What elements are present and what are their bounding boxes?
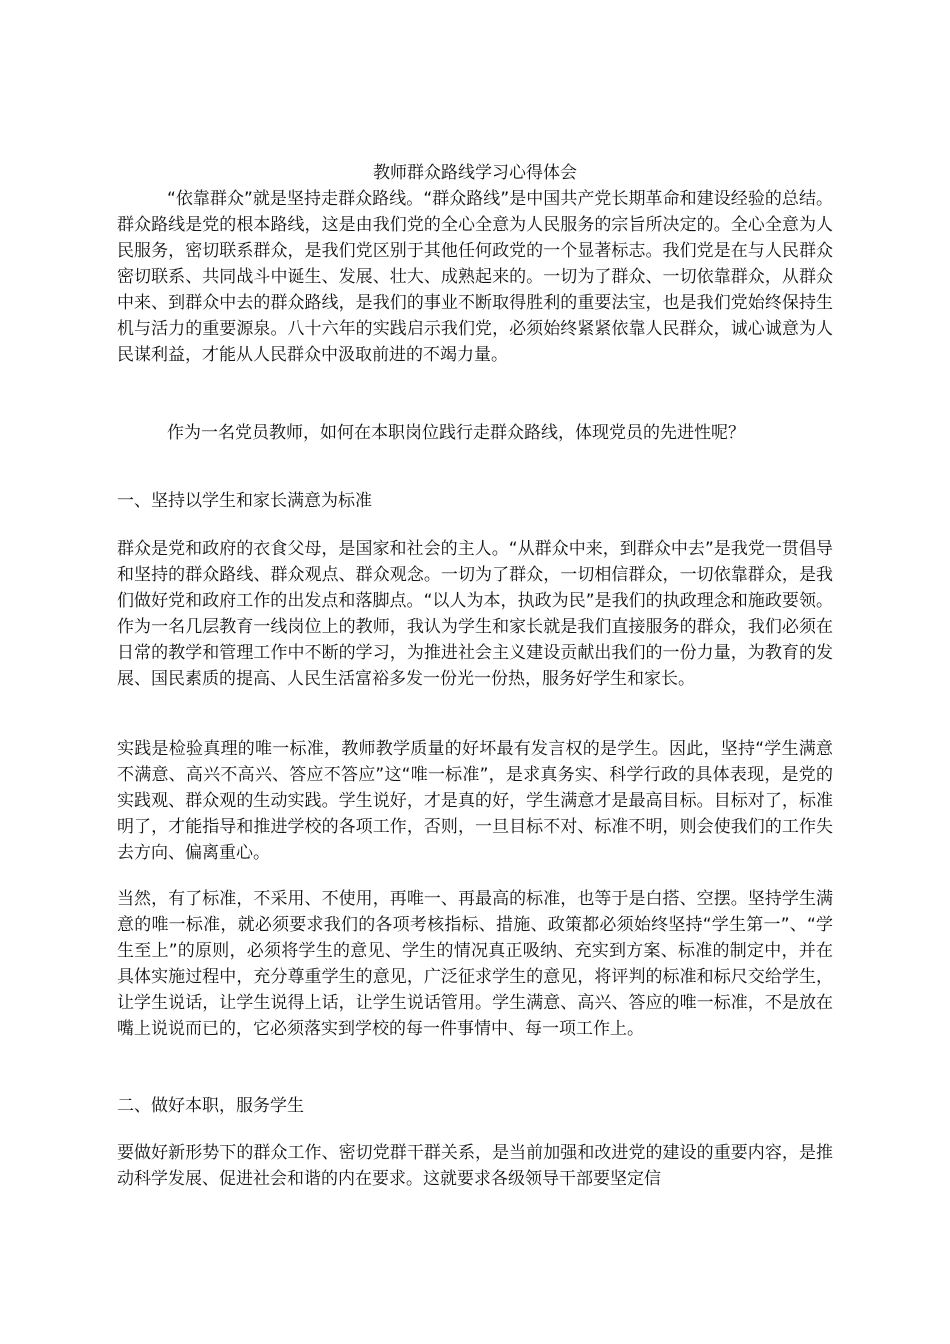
section1-paragraph: 当然，有了标准，不采用、不使用，再唯一、再最高的标准，也等于是白搭、空摆。坚持学生满意的唯一标准，就必须要求我们的各项考核指标、措施、政策都必须始终坚持“学生第一”、“学生至上”的原则，必须将学生的意见、学生的情况真正吸纳、充实到方案、标准的制定中，并在具体实施过程中，充分尊重学生的意见，广泛征求学生的意见，将评判的标准和标尺交给学生，让学生说话，让学生说得上话，让学生说话管用。学生满意、高兴、答应的唯一标准，不是放在嘴上说说而已的，它必须落实到学校的每一件事情中、每一项工作上。	[117, 889, 833, 1039]
intro-paragraph: “依靠群众”就是坚持走群众路线。“群众路线”是中国共产党长期革命和建设经验的总结。群众路线是党的根本路线，这是由我们党的全心全意为人民服务的宗旨所决定的。全心全意为人民服务，密切联系群众，是我们党区别于其他任何政党的一个显著标志。我们党是在与人民群众密切联系、共同战斗中诞生、发展、壮大、成熟起来的。一切为了群众、一切依靠群众，从群众中来、到群众中去的群众路线，是我们的事业不断取得胜利的重要法宝，也是我们党始终保持生机与活力的重要源泉。八十六年的实践启示我们党，必须始终紧紧依靠人民群众，诚心诚意为人民谋利益，才能从人民群众中汲取前进的不竭力量。	[117, 189, 833, 365]
document-title: 教师群众路线学习心得体会	[373, 163, 577, 183]
question-paragraph: 作为一名党员教师，如何在本职岗位践行走群众路线，体现党员的先进性呢？	[167, 423, 745, 443]
section-heading-2: 二、做好本职，服务学生	[117, 1096, 304, 1116]
section1-paragraph: 群众是党和政府的衣食父母，是国家和社会的主人。“从群众中来，到群众中去”是我党一贯倡导和坚持的群众路线、群众观点、群众观念。一切为了群众，一切相信群众，一切依靠群众，是我们做好党和政府工作的出发点和落脚点。“以人为本，执政为民”是我们的执政理念和施政要领。作为一名几层教育一线岗位上的教师，我认为学生和家长就是我们直接服务的群众，我们必须在日常的教学和管理工作中不断的学习，为推进社会主义建设贡献出我们的一份力量，为教育的发展、国民素质的提高、人民生活富裕多发一份光一份热，服务好学生和家长。	[117, 539, 833, 689]
section-heading-1: 一、坚持以学生和家长满意为标准	[117, 491, 372, 511]
section2-paragraph: 要做好新形势下的群众工作、密切党群干群关系，是当前加强和改进党的建设的重要内容，是推动科学发展、促进社会和谐的内在要求。这就要求各级领导干部要坚定信	[117, 1143, 833, 1189]
section1-paragraph: 实践是检验真理的唯一标准，教师教学质量的好坏最有发言权的是学生。因此，坚持“学生满意不满意、高兴不高兴、答应不答应”这“唯一标准”，是求真务实、科学行政的具体表现，是党的实践观、群众观的生动实践。学生说好，才是真的好，学生满意才是最高目标。目标对了，标准明了，才能指导和推进学校的各项工作，否则，一旦目标不对、标准不明，则会使我们的工作失去方向、偏离重心。	[117, 739, 833, 863]
